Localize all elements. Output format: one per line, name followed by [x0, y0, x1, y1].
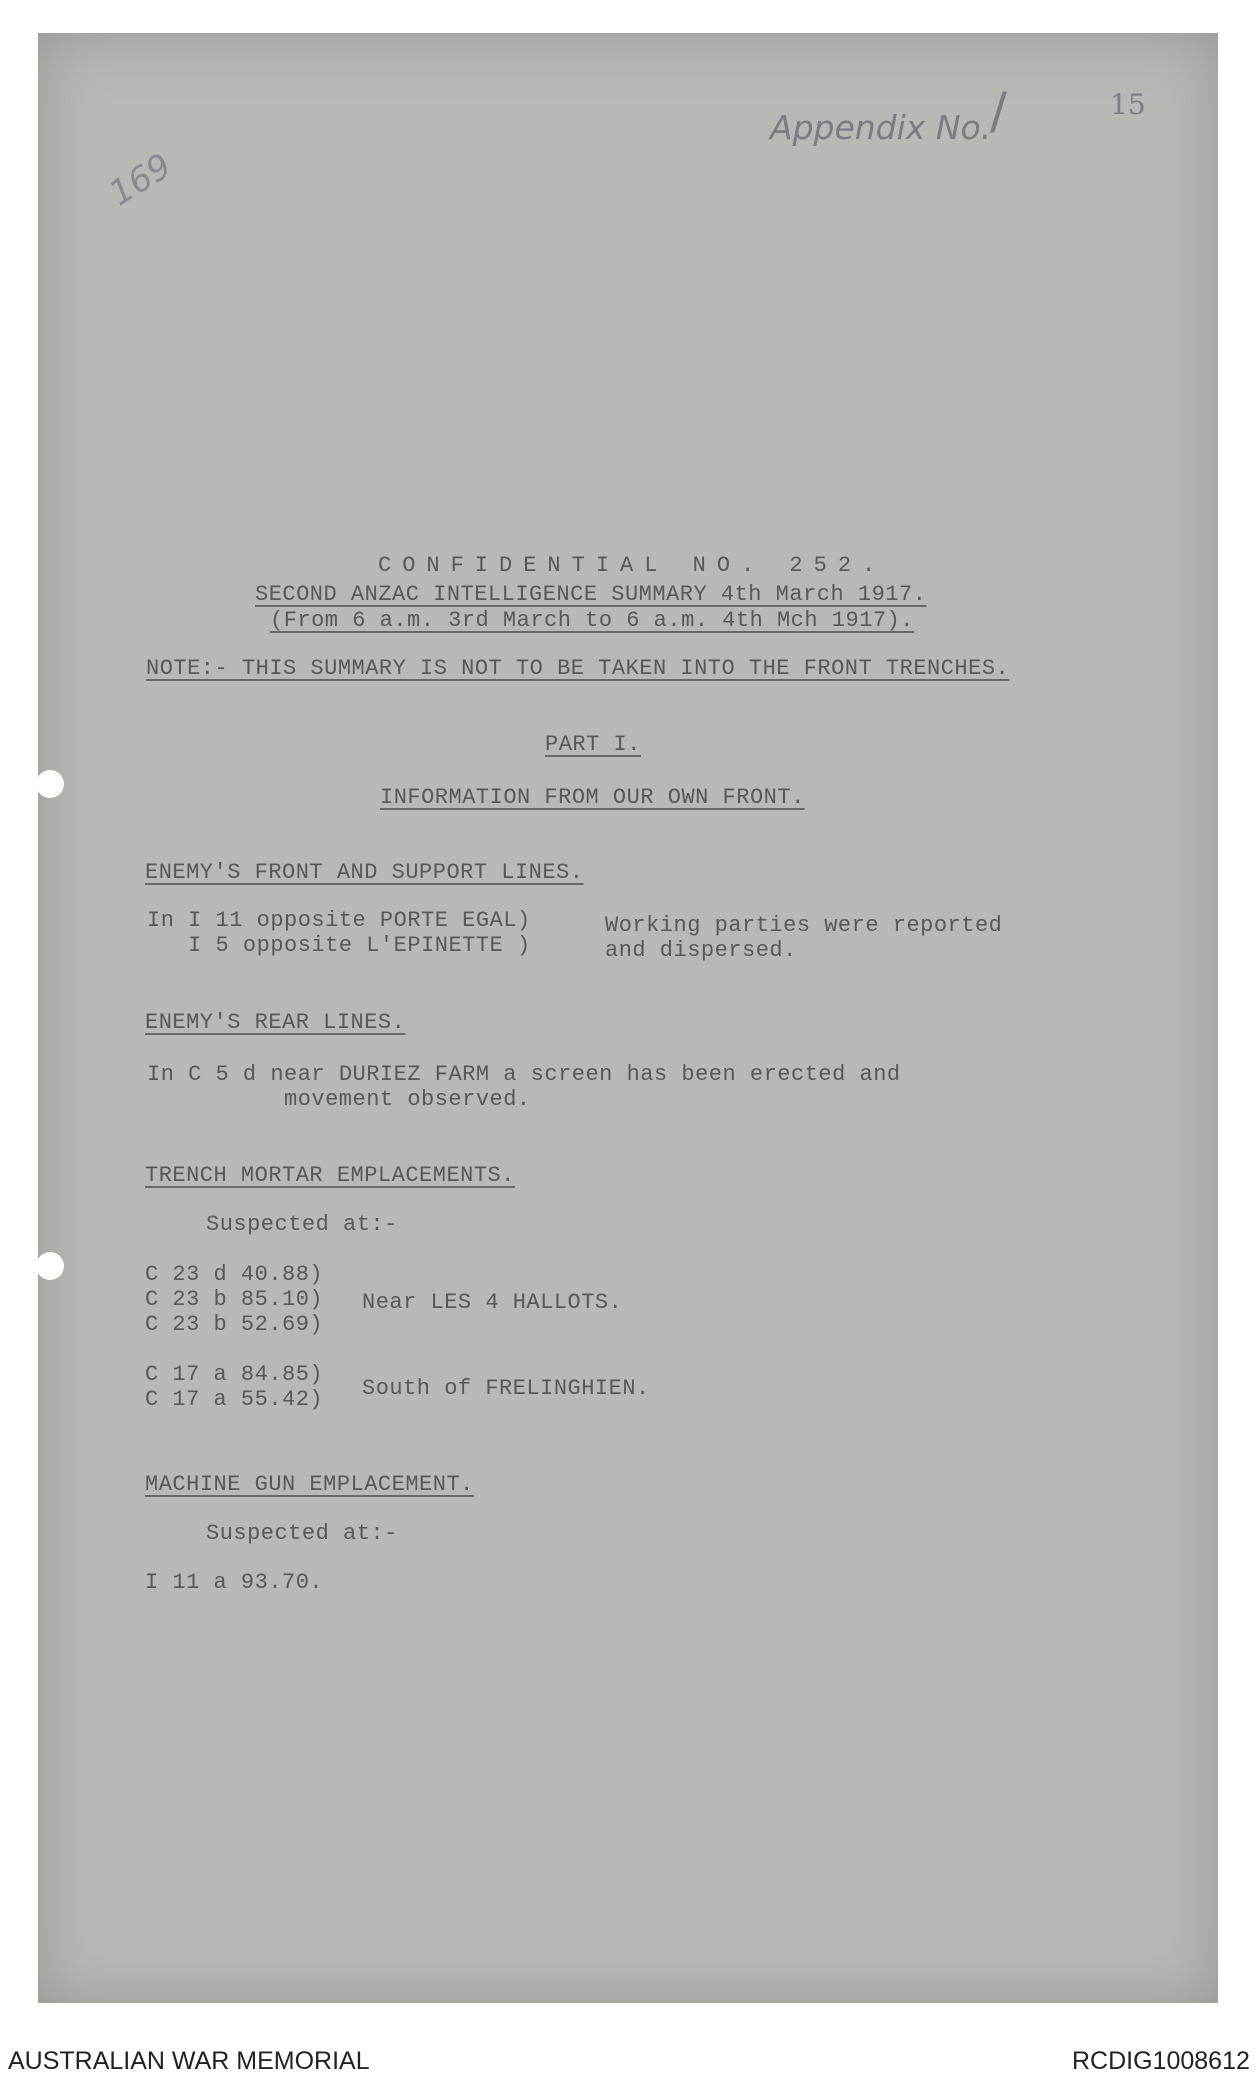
mortar-location: C 23 b 85.10)	[145, 1287, 324, 1312]
rear-text-2: movement observed.	[284, 1087, 531, 1112]
punch-hole-top	[36, 770, 64, 798]
front-location-1: In I 11 opposite PORTE EGAL)	[147, 908, 531, 933]
section-heading-mg: MACHINE GUN EMPLACEMENT.	[145, 1472, 474, 1497]
mg-location: I 11 a 93.70.	[145, 1570, 324, 1595]
mortar-suspected: Suspected at:-	[206, 1212, 398, 1237]
page-number: 15	[1110, 88, 1146, 121]
confidential-heading: CONFIDENTIAL NO. 252.	[378, 553, 887, 578]
front-text-2: and dispersed.	[605, 938, 797, 963]
section-heading-rear: ENEMY'S REAR LINES.	[145, 1010, 406, 1035]
punch-hole-bottom	[36, 1252, 64, 1280]
mortar-location: C 23 d 40.88)	[145, 1262, 324, 1287]
summary-title: SECOND ANZAC INTELLIGENCE SUMMARY 4th March 1917.	[255, 582, 927, 607]
front-text-1: Working parties were reported	[605, 913, 1003, 938]
mg-suspected: Suspected at:-	[206, 1521, 398, 1546]
summary-note: NOTE:- THIS SUMMARY IS NOT TO BE TAKEN INTO THE FRONT TRENCHES.	[146, 656, 1010, 681]
footer-source: AUSTRALIAN WAR MEMORIAL	[8, 2047, 370, 2075]
front-location-2: I 5 opposite L'EPINETTE )	[147, 933, 531, 958]
mortar-group1-label: Near LES 4 HALLOTS.	[362, 1290, 623, 1315]
mortar-location: C 23 b 52.69)	[145, 1312, 324, 1337]
appendix-number: /	[990, 82, 1007, 140]
folio-number: 169	[102, 145, 179, 215]
section-heading-front: ENEMY'S FRONT AND SUPPORT LINES.	[145, 860, 584, 885]
rear-text-1: In C 5 d near DURIEZ FARM a screen has been erected and	[147, 1062, 901, 1087]
mortar-group2-label: South of FRELINGHIEN.	[362, 1376, 650, 1401]
mortar-location: C 17 a 55.42)	[145, 1387, 324, 1412]
summary-period: (From 6 a.m. 3rd March to 6 a.m. 4th Mch 1917).	[270, 608, 915, 633]
appendix-label: Appendix No.	[770, 108, 992, 147]
footer-id: RCDIG1008612	[1072, 2047, 1250, 2075]
part-subtitle: INFORMATION FROM OUR OWN FRONT.	[380, 785, 805, 810]
part-title: PART I.	[545, 732, 641, 757]
mortar-location: C 17 a 84.85)	[145, 1362, 324, 1387]
section-heading-mortar: TRENCH MORTAR EMPLACEMENTS.	[145, 1163, 515, 1188]
